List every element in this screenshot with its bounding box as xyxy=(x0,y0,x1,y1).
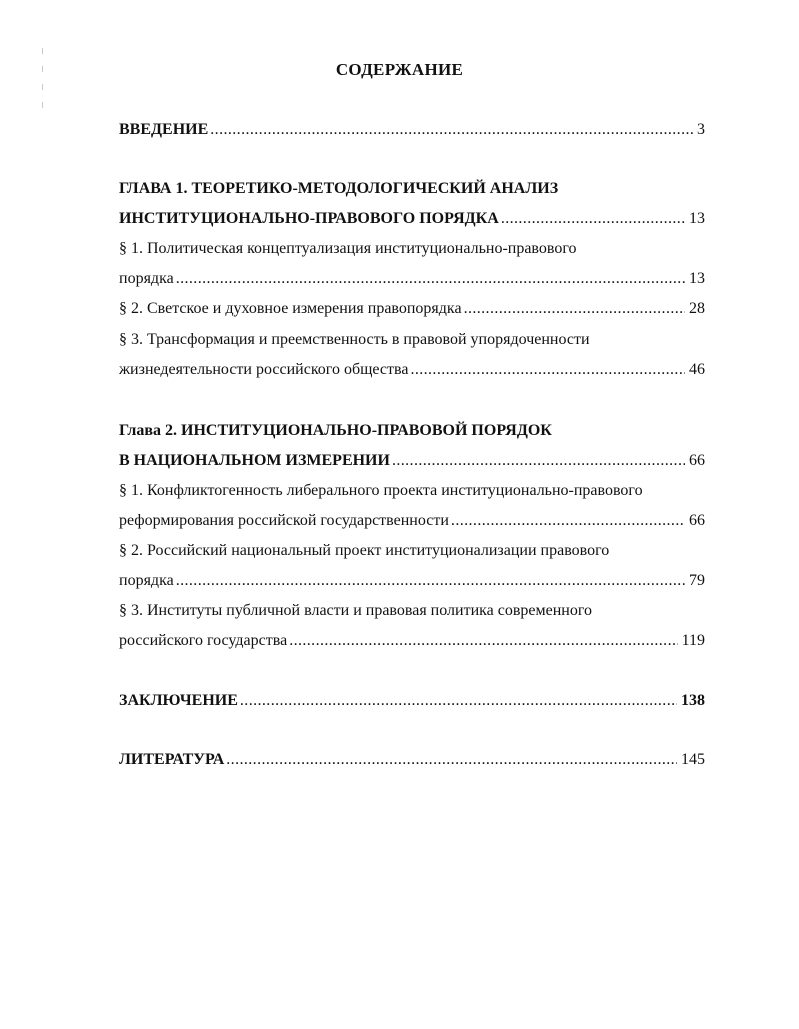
dot-leader xyxy=(226,749,677,771)
dot-leader xyxy=(392,450,685,472)
page-number: 28 xyxy=(689,300,705,317)
toc-entry-1-2[interactable] xyxy=(119,298,705,320)
toc-entry-2-2-line1[interactable]: § 2. Российский национальный проект институционализации правового xyxy=(119,542,610,559)
dot-leader xyxy=(501,208,685,230)
entry-title: В НАЦИОНАЛЬНОМ ИЗМЕРЕНИИ xyxy=(119,452,390,469)
page-number: 138 xyxy=(681,692,705,709)
toc-entry-1-1-line1[interactable]: § 1. Политическая концептуализация институционально-правового xyxy=(119,240,577,257)
page-title: СОДЕРЖАНИЕ xyxy=(335,60,464,79)
entry-title: ИНСТИТУЦИОНАЛЬНО-ПРАВОВОГО ПОРЯДКА xyxy=(119,210,499,227)
toc-entry-2-1-line1[interactable]: § 1. Конфликтогенность либерального проекта институционально-правового xyxy=(119,482,643,499)
page-number: 13 xyxy=(689,210,705,227)
toc-entry-introduction[interactable] xyxy=(119,119,705,141)
entry-title: российского государства xyxy=(119,632,288,649)
toc-entry-conclusion[interactable] xyxy=(119,690,705,712)
toc-entry-2-3[interactable] xyxy=(119,630,705,652)
dot-leader xyxy=(176,570,685,592)
chapter-1-heading[interactable]: ГЛАВА 1. ТЕОРЕТИКО-МЕТОДОЛОГИЧЕСКИЙ АНАЛИЗ xyxy=(119,180,559,197)
entry-title: жизнедеятельности российского общества xyxy=(119,361,409,378)
scan-margin-marks xyxy=(42,48,48,120)
entry-title: порядка xyxy=(119,572,174,589)
toc-entry-2-1[interactable] xyxy=(119,510,705,532)
page-number: 79 xyxy=(689,572,705,589)
dot-leader xyxy=(289,630,677,652)
page-number: 3 xyxy=(697,121,705,138)
entry-title: § 2. Светское и духовное измерения правопорядка xyxy=(119,300,462,317)
dot-leader xyxy=(464,298,685,320)
page-number: 145 xyxy=(681,751,705,768)
dot-leader xyxy=(410,359,685,381)
dot-leader xyxy=(240,690,677,712)
page-number: 119 xyxy=(681,632,705,649)
entry-title: реформирования российской государственности xyxy=(119,512,449,529)
toc-entry-literature[interactable] xyxy=(119,749,705,771)
toc-entry-2-2[interactable] xyxy=(119,570,705,592)
toc-entry-1-3-line1[interactable]: § 3. Трансформация и преемственность в правовой упорядоченности xyxy=(119,331,590,348)
entry-title: ЛИТЕРАТУРА xyxy=(119,751,225,768)
page-number: 46 xyxy=(689,361,705,378)
page-number: 66 xyxy=(689,452,705,469)
dot-leader xyxy=(210,119,693,141)
entry-title: ЗАКЛЮЧЕНИЕ xyxy=(119,692,238,709)
entry-title: ВВЕДЕНИЕ xyxy=(119,121,209,138)
toc-entry-chapter-2[interactable] xyxy=(119,450,705,472)
chapter-2-heading[interactable]: Глава 2. ИНСТИТУЦИОНАЛЬНО-ПРАВОВОЙ ПОРЯДОК xyxy=(119,422,552,439)
toc-entry-chapter-1[interactable] xyxy=(119,208,705,230)
toc-entry-1-1[interactable] xyxy=(119,268,705,290)
entry-title: порядка xyxy=(119,270,174,287)
page-number: 66 xyxy=(689,512,705,529)
dot-leader xyxy=(176,268,685,290)
page-number: 13 xyxy=(689,270,705,287)
dot-leader xyxy=(451,510,685,532)
toc-entry-1-3[interactable] xyxy=(119,359,705,381)
toc-entry-2-3-line1[interactable]: § 3. Институты публичной власти и правовая политика современного xyxy=(119,602,593,619)
